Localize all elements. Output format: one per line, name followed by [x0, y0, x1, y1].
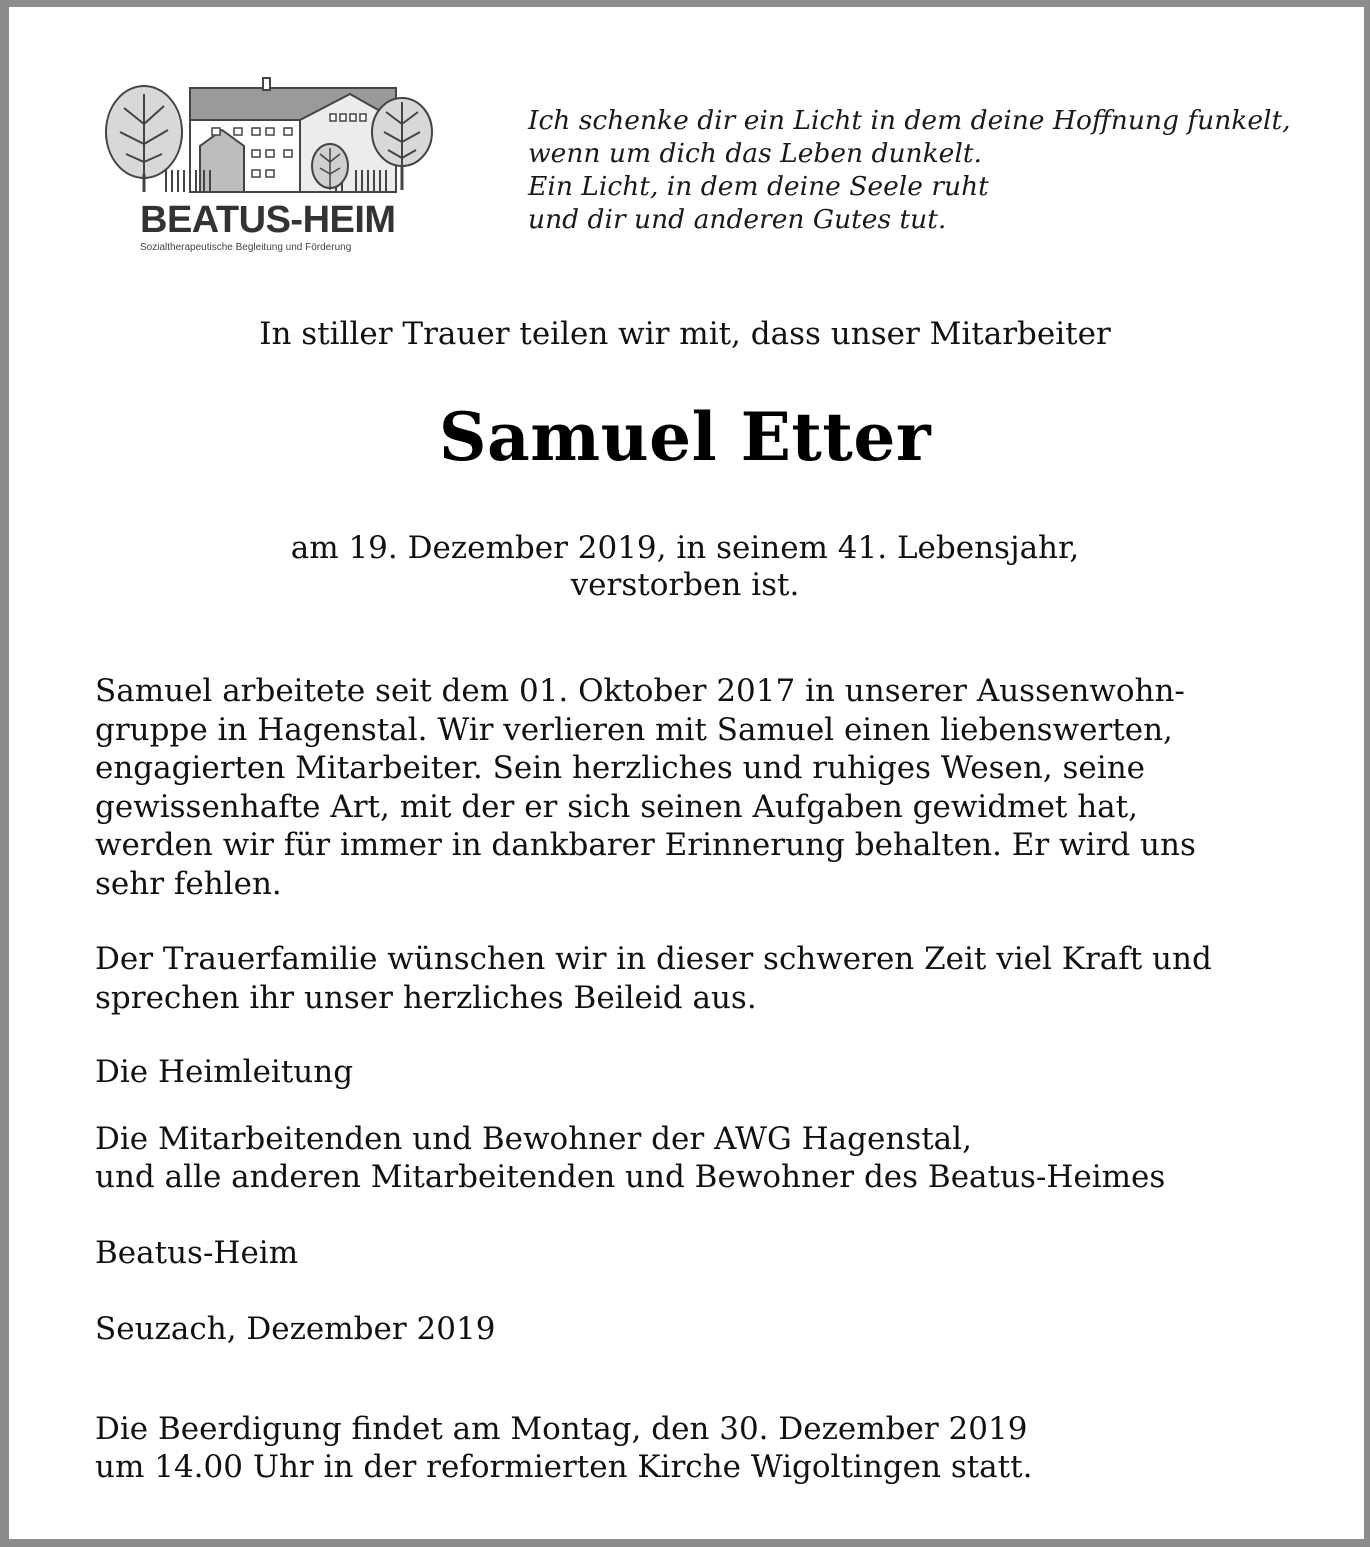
logo-tagline: Sozialtherapeutische Begleitung und Förderung	[140, 242, 352, 253]
body-line: engagierten Mitarbeiter. Sein herzliches und ruhiges Wesen, seine	[95, 750, 1146, 786]
signature-management: Die Heimleitung	[95, 1054, 354, 1090]
body-line: Samuel arbeitete seit dem 01. Oktober 2017 in unserer Aussenwohn-	[95, 673, 1185, 709]
body-line: sprechen ihr unser herzliches Beileid aus.	[95, 979, 757, 1016]
poem	[528, 104, 1291, 236]
signature-institution: Beatus-Heim	[95, 1234, 299, 1271]
body-line: sehr fehlen.	[95, 865, 282, 902]
death-line: verstorben ist.	[570, 567, 800, 603]
body-line: Die Beerdigung findet am Montag, den 30. Dezember 2019	[95, 1410, 1028, 1447]
signature-staff	[95, 1120, 1295, 1197]
death-statement	[0, 530, 1370, 604]
beatus-heim-logo	[100, 74, 440, 260]
deceased-name: Samuel Etter	[438, 398, 932, 476]
paragraph-work	[95, 672, 1295, 903]
poem-line: und dir und anderen Gutes tut.	[528, 204, 947, 235]
body-line: und alle anderen Mitarbeitenden und Bewohner des Beatus-Heimes	[95, 1159, 1166, 1195]
death-line: am 19. Dezember 2019, in seinem 41. Lebensjahr,	[290, 530, 1080, 566]
body-line: Die Mitarbeitenden und Bewohner der AWG Hagenstal,	[95, 1120, 972, 1157]
poem-line: Ein Licht, in dem deine Seele ruht	[528, 171, 989, 202]
notice-body	[95, 672, 1295, 1487]
poem-line: wenn um dich das Leben dunkelt.	[528, 138, 982, 169]
body-line: gruppe in Hagenstal. Wir verlieren mit Samuel einen liebenswerten,	[95, 711, 1173, 748]
place-date: Seuzach, Dezember 2019	[95, 1311, 496, 1347]
logo-brand: BEATUS-HEIM	[140, 199, 396, 241]
poem-line: Ich schenke dir ein Licht in dem deine Hoffnung funkelt,	[528, 105, 1291, 136]
funeral-info	[95, 1410, 1295, 1487]
notice-intro: In stiller Trauer teilen wir mit, dass unser Mitarbeiter	[259, 316, 1111, 352]
body-line: werden wir für immer in dankbarer Erinnerung behalten. Er wird uns	[95, 827, 1196, 863]
body-line: gewissenhafte Art, mit der er sich seinen Aufgaben gewidmet hat,	[95, 788, 1138, 825]
body-line: um 14.00 Uhr in der reformierten Kirche Wigoltingen statt.	[95, 1449, 1033, 1485]
paragraph-condolence	[95, 940, 1295, 1017]
body-line: Der Trauerfamilie wünschen wir in dieser schweren Zeit viel Kraft und	[95, 941, 1212, 977]
